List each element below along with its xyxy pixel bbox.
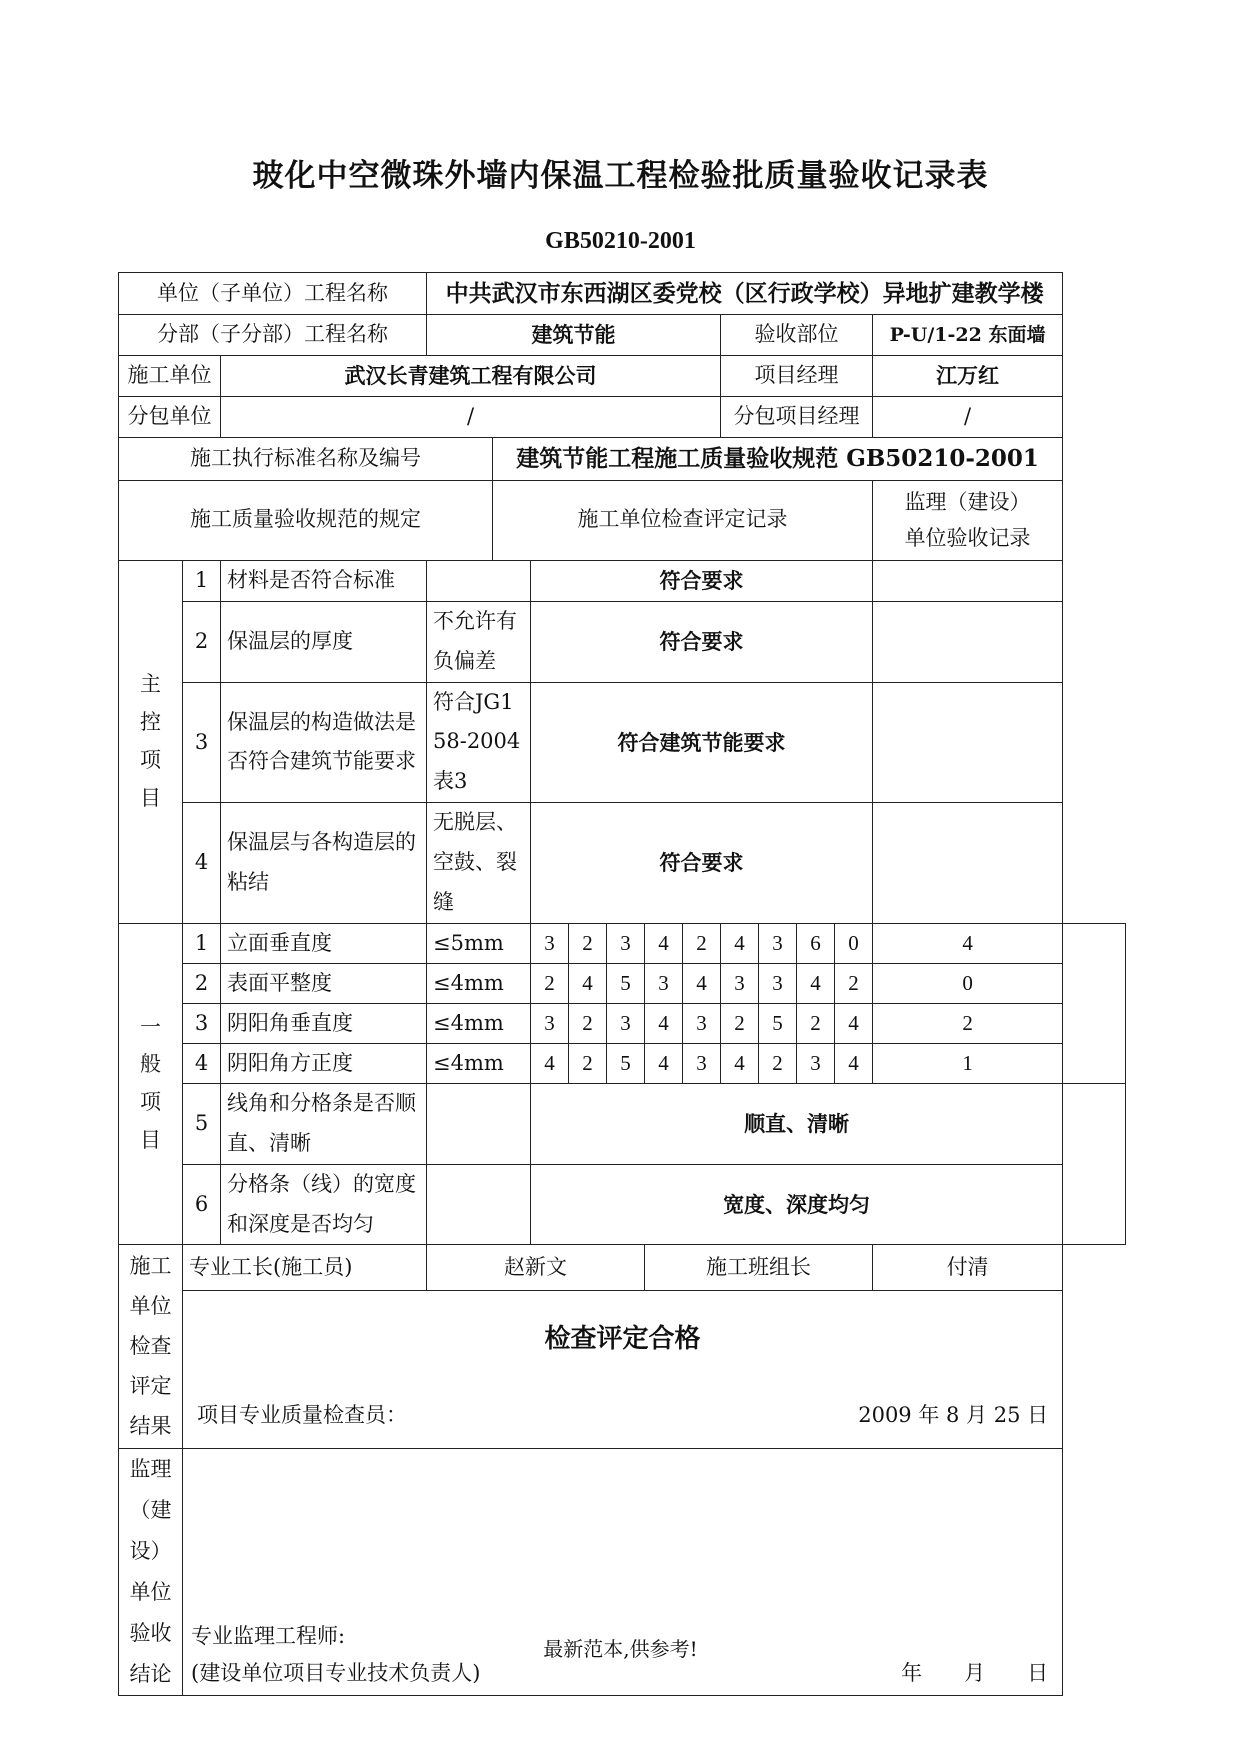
supervisor-record — [873, 803, 1063, 924]
item-req: ≤5mm — [427, 923, 531, 963]
sub-pm-value: / — [873, 397, 1063, 438]
item-result: 符合建筑节能要求 — [531, 682, 873, 803]
table-row: 3 阴阳角垂直度 ≤4mm 3 2 3 4 3 2 5 2 4 2 — [119, 1003, 1126, 1043]
supervisor-result-label: 监理 （建设） 单位 验收 结论 — [119, 1449, 183, 1696]
supervisor-date: 年 月 日 — [901, 1661, 1049, 1686]
team-leader-value: 付清 — [873, 1245, 1063, 1291]
item-name: 材料是否符合标准 — [221, 560, 427, 601]
supervisor-record — [1063, 1083, 1126, 1245]
project-name-label: 单位（子单位）工程名称 — [119, 273, 427, 315]
contractor-conclusion-cell — [183, 1291, 1063, 1449]
contractor-label: 施工单位 — [119, 356, 221, 397]
table-row: 4 阴阳角方正度 ≤4mm 4 2 5 4 3 4 2 3 4 1 — [119, 1043, 1126, 1083]
item-no: 1 — [183, 923, 221, 963]
subproject-value: 建筑节能 — [427, 315, 721, 356]
engineer-label: 专业监理工程师: — [191, 1623, 346, 1648]
table-row — [119, 601, 1126, 682]
general-label: 一 般 项 目 — [119, 923, 183, 1245]
table-row — [119, 682, 1126, 803]
foreman-label: 专业工长(施工员) — [183, 1245, 427, 1291]
inspection-table — [118, 272, 1126, 1696]
subcontractor-label: 分包单位 — [119, 397, 221, 438]
item-no: 5 — [183, 1083, 221, 1164]
contractor-value: 武汉长青建筑工程有限公司 — [221, 356, 721, 397]
contractor-conclusion: 检查评定合格 — [544, 1324, 701, 1355]
table-row — [119, 1291, 1126, 1449]
owner-label: (建设单位项目专业技术负责人) — [191, 1661, 481, 1686]
item-req: 无脱层、空鼓、裂缝 — [427, 803, 531, 924]
item-name: 保温层的构造做法是否符合建筑节能要求 — [221, 682, 427, 803]
pm-label: 项目经理 — [721, 356, 873, 397]
item-no: 6 — [183, 1164, 221, 1245]
sub-pm-label: 分包项目经理 — [721, 397, 873, 438]
form-title: 玻化中空微珠外墙内保温工程检验批质量验收记录表 — [252, 158, 989, 194]
item-req: 符合JG158-2004表3 — [427, 682, 531, 803]
item-name: 阴阳角垂直度 — [221, 1003, 427, 1043]
exec-std-value: 建筑节能工程施工质量验收规范 GB50210-2001 — [493, 438, 1063, 480]
table-row — [119, 1245, 1126, 1291]
item-result: 符合要求 — [531, 803, 873, 924]
table-row — [119, 803, 1126, 924]
supervisor-record — [873, 560, 1063, 601]
col-spec-header: 施工质量验收规范的规定 — [119, 480, 493, 560]
contractor-date: 2009 年 8 月 25 日 — [858, 1403, 1049, 1428]
acceptance-part-label: 验收部位 — [721, 315, 873, 356]
supervisor-record — [1063, 923, 1126, 1083]
item-no: 1 — [183, 560, 221, 601]
item-name: 立面垂直度 — [221, 923, 427, 963]
item-no: 4 — [183, 803, 221, 924]
exec-std-label: 施工执行标准名称及编号 — [119, 438, 493, 480]
inspector-label: 项目专业质量检查员： — [197, 1403, 407, 1428]
table-row — [119, 273, 1126, 315]
pm-value: 江万红 — [873, 356, 1063, 397]
item-name: 分格条（线）的宽度和深度是否均匀 — [221, 1164, 427, 1245]
item-no: 3 — [183, 1003, 221, 1043]
item-req: ≤4mm — [427, 1043, 531, 1083]
table-row — [119, 438, 1126, 480]
item-no: 4 — [183, 1043, 221, 1083]
acceptance-part-value: P-U/1-22 东面墙 — [873, 315, 1063, 356]
item-no: 2 — [183, 963, 221, 1003]
item-result: 符合要求 — [531, 560, 873, 601]
table-row — [119, 1164, 1126, 1245]
subcontractor-value: / — [221, 397, 721, 438]
item-result: 宽度、深度均匀 — [531, 1164, 1063, 1245]
item-no: 2 — [183, 601, 221, 682]
col-supervisor-header: 监理（建设） 单位验收记录 — [873, 480, 1063, 560]
item-req: ≤4mm — [427, 963, 531, 1003]
table-row — [119, 356, 1126, 397]
item-req: 不允许有负偏差 — [427, 601, 531, 682]
footer-note: 最新范本,供参考! — [543, 1637, 698, 1661]
item-name: 保温层的厚度 — [221, 601, 427, 682]
col-contractor-header: 施工单位检查评定记录 — [493, 480, 873, 560]
item-result: 符合要求 — [531, 601, 873, 682]
table-row — [119, 397, 1126, 438]
team-leader-label: 施工班组长 — [645, 1245, 873, 1291]
table-row: 2 表面平整度 ≤4mm 2 4 5 3 4 3 3 4 2 0 — [119, 963, 1126, 1003]
item-no: 3 — [183, 682, 221, 803]
item-name: 表面平整度 — [221, 963, 427, 1003]
foreman-value: 赵新文 — [427, 1245, 645, 1291]
main-control-label: 主 控 项 目 — [119, 560, 183, 923]
item-req: ≤4mm — [427, 1003, 531, 1043]
item-name: 线角和分格条是否顺直、清晰 — [221, 1083, 427, 1164]
table-row — [119, 315, 1126, 356]
table-row — [119, 1083, 1126, 1164]
table-row: 一 般 项 目 1 立面垂直度 ≤5mm 3 2 3 4 2 4 3 6 0 4 — [119, 923, 1126, 963]
table-row — [119, 560, 1126, 601]
item-req — [427, 1083, 531, 1164]
item-req — [427, 1164, 531, 1245]
item-name: 保温层与各构造层的粘结 — [221, 803, 427, 924]
supervisor-record — [873, 682, 1063, 803]
contractor-result-label: 施工 单位 检查 评定 结果 — [119, 1245, 183, 1449]
standard-code: GB50210-2001 — [545, 228, 696, 254]
item-name: 阴阳角方正度 — [221, 1043, 427, 1083]
item-result: 顺直、清晰 — [531, 1083, 1063, 1164]
project-name-value: 中共武汉市东西湖区委党校（区行政学校）异地扩建教学楼 — [427, 273, 1063, 315]
item-req — [427, 560, 531, 601]
supervisor-record — [873, 601, 1063, 682]
table-row — [119, 480, 1126, 560]
subproject-label: 分部（子分部）工程名称 — [119, 315, 427, 356]
